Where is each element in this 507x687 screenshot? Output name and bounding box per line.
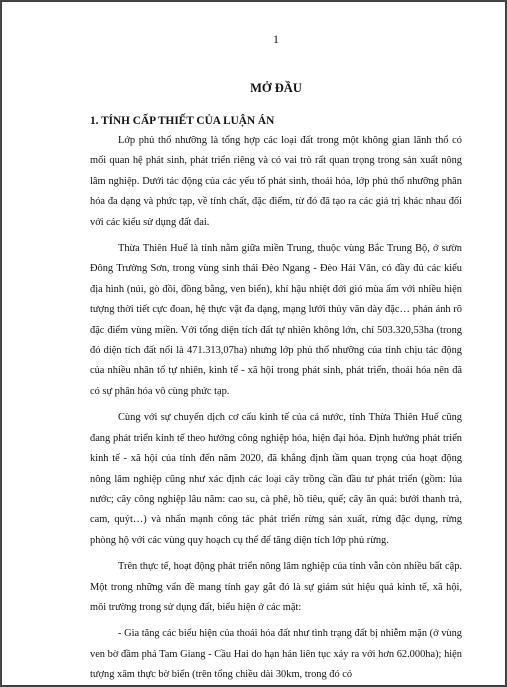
page-content (90, 32, 462, 685)
paragraph: Lớp phủ thổ nhưỡng là tổng hợp các loại đất trong một không gian lãnh thổ có mối quan hệ phát sinh, phát triển riêng và có vai trò rất quan trọng trong sản xuất nông lâm nghiệp. Dưới tác động của các yếu tố phát sinh, thoái hóa, lớp phủ thổ nhưỡng phân hóa đa dạng và phức tạp, về tính chất, đặc điểm, từ đó đã tạo ra các giá trị khác nhau đối với các kiểu sử dụng đất đai. (90, 135, 462, 228)
paragraph: Trên thực tế, hoạt động phát triển nông lâm nghiệp của tỉnh vẫn còn nhiều bất cập. Một trong những vấn đề mang tính gay gắt đó là sự giảm sút hiệu quả kinh tế, xã hội, môi trường trong sử dụng đất, biểu hiện ở các mặt: (90, 561, 462, 613)
paragraph: Cùng với sự chuyển dịch cơ cấu kinh tế của cả nước, tỉnh Thừa Thiên Huế cũng đang phát triển kinh tế theo hướng công nghiệp hóa, hiện đại hóa. Định hướng phát triển kinh tế - xã hội của tỉnh đến năm 2020, đã khẳng định tầm quan trọng của hoạt động nông lâm nghiệp cũng như xác định các loại cây trồng cần đầu tư phát triển (gồm: lúa nước; cây công nghiệp lâu năm: cao su, cà phê, hồ tiêu, quế; cây ăn quả: bưởi thanh trà, cam, quýt…) và nhấn mạnh công tác phát triển rừng sản xuất, rừng đặc dụng, rừng phòng hộ với các vùng quy hoạch cụ thể để tăng diện tích lớp phủ rừng. (90, 412, 462, 546)
paragraph: Thừa Thiên Huế là tỉnh nằm giữa miền Trung, thuộc vùng Bắc Trung Bộ, ở sườn Đông Trường Sơn, trong vùng sinh thái Đèo Ngang - Đèo Hải Vân, có đầy đủ các kiểu địa hình (núi, gò đồi, đồng bằng, ven biển), khí hậu nhiệt đới gió mùa ẩm với nhiều hiện tượng thời tiết cực đoan, hệ thực vật đa dạng, mạng lưới thủy văn dày đặc… phản ánh rõ đặc điểm vùng miền. Với tổng diện tích đất tự nhiên không lớn, chỉ 503.320,53ha (trong đó diện tích đất nổi là 471.313,07ha) nhưng lớp phủ thổ nhưỡng của tỉnh chịu tác động của nhiều nhân tố tự nhiên, kinh tế - xã hội trong phát sinh, phát triển, thoái hóa nên đã có sự phân hóa vô cùng phức tạp. (90, 243, 462, 397)
document-page (2, 2, 505, 685)
section-heading: 1. TÍNH CẤP THIẾT CỦA LUẬN ÁN (90, 115, 275, 127)
document-title: MỞ ĐẦU (250, 81, 302, 95)
paragraph: - Gia tăng các biểu hiện của thoái hóa đất như tình trạng đất bị nhiễm mặn (ở vùng ven bờ đầm phá Tam Giang - Cầu Hai do hạn hán liên tục xảy ra với hơn 62.000ha); hiện tượng xâm thực bờ biển (trên tổng chiều dài 30km, trong đó có (90, 628, 462, 681)
page-number: 1 (273, 32, 279, 46)
